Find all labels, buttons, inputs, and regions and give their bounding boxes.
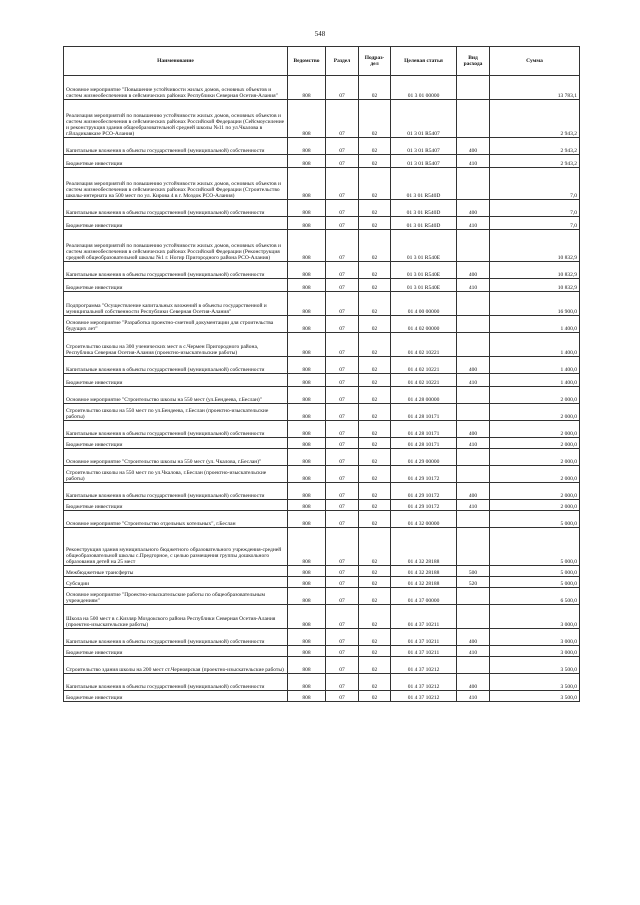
row-ved: 808 [288, 100, 326, 138]
row-podrazdel: 02 [359, 138, 391, 155]
row-podrazdel: 02 [359, 657, 391, 674]
table-row [64, 138, 580, 155]
row-target-article: 01 3 01 R5407 [391, 155, 457, 168]
row-name: Капитальные вложения в объекты государственной (муниципальной) собственности [64, 674, 288, 691]
row-ved: 808 [288, 466, 326, 483]
row-razdel: 07 [326, 449, 359, 466]
row-razdel: 07 [326, 200, 359, 217]
row-expense-type: 410 [457, 279, 490, 292]
row-name: Капитальные вложения в объекты государственной (муниципальной) собственности [64, 262, 288, 279]
row-razdel: 07 [326, 629, 359, 646]
row-target-article: 01 4 00 00000 [391, 292, 457, 316]
row-sum: 1 400,0 [490, 357, 580, 374]
row-sum: 7,0 [490, 168, 580, 200]
row-target-article: 01 4 37 10211 [391, 605, 457, 629]
table-row [64, 528, 580, 566]
row-razdel: 07 [326, 657, 359, 674]
table-row [64, 657, 580, 674]
row-expense-type [457, 511, 490, 528]
row-ved: 808 [288, 629, 326, 646]
row-podrazdel: 02 [359, 76, 391, 100]
table-row [64, 374, 580, 387]
row-name: Строительство школы на 550 мест по ул.Бендеева, г.Беслан (проектно-изыскательские работы) [64, 404, 288, 421]
table-row [64, 577, 580, 588]
row-sum: 7,0 [490, 200, 580, 217]
row-ved: 808 [288, 657, 326, 674]
row-podrazdel: 02 [359, 449, 391, 466]
row-ved: 808 [288, 528, 326, 566]
table-row [64, 646, 580, 657]
row-razdel: 07 [326, 262, 359, 279]
header-razdel: Раздел [326, 47, 359, 76]
row-expense-type: 410 [457, 438, 490, 449]
row-razdel: 07 [326, 500, 359, 511]
row-razdel: 07 [326, 217, 359, 230]
row-sum: 10 832,9 [490, 262, 580, 279]
table-row [64, 404, 580, 421]
row-podrazdel: 02 [359, 316, 391, 333]
row-podrazdel: 02 [359, 217, 391, 230]
table-row [64, 629, 580, 646]
row-name: Основное мероприятие "Строительство школы на 550 мест (ул. Чкалова, г.Беслан)" [64, 449, 288, 466]
row-ved: 808 [288, 566, 326, 577]
row-target-article: 01 3 01 R540E [391, 262, 457, 279]
row-sum: 2 943,2 [490, 100, 580, 138]
row-target-article: 01 4 37 10212 [391, 691, 457, 702]
table-row [64, 438, 580, 449]
row-expense-type [457, 657, 490, 674]
row-name: Капитальные вложения в объекты государственной (муниципальной) собственности [64, 629, 288, 646]
row-ved: 808 [288, 577, 326, 588]
row-target-article: 01 4 29 10172 [391, 500, 457, 511]
row-ved: 808 [288, 168, 326, 200]
row-target-article: 01 4 02 10221 [391, 333, 457, 357]
row-podrazdel: 02 [359, 511, 391, 528]
row-podrazdel: 02 [359, 629, 391, 646]
row-razdel: 07 [326, 483, 359, 500]
row-podrazdel: 02 [359, 333, 391, 357]
row-podrazdel: 02 [359, 691, 391, 702]
row-ved: 808 [288, 483, 326, 500]
row-ved: 808 [288, 230, 326, 262]
row-razdel: 07 [326, 438, 359, 449]
row-name: Бюджетные инвестиции [64, 155, 288, 168]
row-ved: 808 [288, 674, 326, 691]
row-expense-type [457, 292, 490, 316]
row-podrazdel: 02 [359, 374, 391, 387]
row-expense-type [457, 605, 490, 629]
row-sum: 2 000,0 [490, 404, 580, 421]
row-expense-type: 410 [457, 646, 490, 657]
row-ved: 808 [288, 138, 326, 155]
row-expense-type [457, 100, 490, 138]
row-target-article: 01 4 37 10211 [391, 646, 457, 657]
row-expense-type: 410 [457, 374, 490, 387]
row-razdel: 07 [326, 421, 359, 438]
row-podrazdel: 02 [359, 421, 391, 438]
row-razdel: 07 [326, 100, 359, 138]
row-ved: 808 [288, 605, 326, 629]
table-row [64, 262, 580, 279]
row-razdel: 07 [326, 76, 359, 100]
header-ved: Ведомство [288, 47, 326, 76]
header-expense-type: Вид расхода [457, 47, 490, 76]
row-name: Капитальные вложения в объекты государственной (муниципальной) собственности [64, 421, 288, 438]
table-row [64, 387, 580, 404]
row-expense-type: 500 [457, 566, 490, 577]
row-podrazdel: 02 [359, 387, 391, 404]
row-ved: 808 [288, 76, 326, 100]
row-expense-type: 400 [457, 674, 490, 691]
row-ved: 808 [288, 691, 326, 702]
row-sum: 2 000,0 [490, 500, 580, 511]
table-row [64, 333, 580, 357]
row-sum: 2 000,0 [490, 421, 580, 438]
row-razdel: 07 [326, 511, 359, 528]
table-row [64, 691, 580, 702]
table-row [64, 155, 580, 168]
row-razdel: 07 [326, 292, 359, 316]
row-sum: 2 000,0 [490, 387, 580, 404]
row-podrazdel: 02 [359, 200, 391, 217]
row-ved: 808 [288, 387, 326, 404]
row-sum: 3 000,0 [490, 605, 580, 629]
table-row [64, 292, 580, 316]
row-expense-type [457, 404, 490, 421]
row-target-article: 01 4 29 10172 [391, 466, 457, 483]
row-razdel: 07 [326, 577, 359, 588]
row-razdel: 07 [326, 138, 359, 155]
row-razdel: 07 [326, 155, 359, 168]
row-podrazdel: 02 [359, 466, 391, 483]
row-name: Бюджетные инвестиции [64, 217, 288, 230]
row-razdel: 07 [326, 279, 359, 292]
row-target-article: 01 4 02 10221 [391, 374, 457, 387]
row-name: Реконструкция здания муниципального бюджетного образовательного учреждения-средней общеобразовательной школы с.Предгорное, с целью размещения группы дошкольного образования детей на 25 мест [64, 528, 288, 566]
row-sum: 7,0 [490, 217, 580, 230]
header-target-article: Целевая статья [391, 47, 457, 76]
row-razdel: 07 [326, 528, 359, 566]
row-razdel: 07 [326, 168, 359, 200]
row-podrazdel: 02 [359, 155, 391, 168]
row-podrazdel: 02 [359, 605, 391, 629]
row-name: Строительство здания школы на 200 мест ст.Черноярская (проектно-изыскательские работы) [64, 657, 288, 674]
row-target-article: 01 3 01 R5407 [391, 138, 457, 155]
row-podrazdel: 02 [359, 588, 391, 605]
row-sum: 2 000,0 [490, 466, 580, 483]
row-name: Субсидии [64, 577, 288, 588]
row-target-article: 01 3 01 R540D [391, 168, 457, 200]
row-podrazdel: 02 [359, 279, 391, 292]
table-row [64, 357, 580, 374]
row-expense-type: 400 [457, 262, 490, 279]
row-expense-type: 410 [457, 217, 490, 230]
row-name: Бюджетные инвестиции [64, 646, 288, 657]
row-name: Основное мероприятие "Разработка проектно-сметной документации для строительства будущих лет" [64, 316, 288, 333]
row-sum: 3 000,0 [490, 629, 580, 646]
row-target-article: 01 4 32 28188 [391, 577, 457, 588]
row-sum: 1 400,0 [490, 374, 580, 387]
row-ved: 808 [288, 262, 326, 279]
row-razdel: 07 [326, 230, 359, 262]
row-ved: 808 [288, 588, 326, 605]
row-podrazdel: 02 [359, 500, 391, 511]
row-name: Бюджетные инвестиции [64, 500, 288, 511]
row-sum: 1 400,0 [490, 333, 580, 357]
row-ved: 808 [288, 217, 326, 230]
row-ved: 808 [288, 200, 326, 217]
table-row [64, 421, 580, 438]
row-podrazdel: 02 [359, 674, 391, 691]
row-target-article: 01 3 01 R5407 [391, 100, 457, 138]
row-expense-type [457, 316, 490, 333]
row-ved: 808 [288, 511, 326, 528]
row-razdel: 07 [326, 316, 359, 333]
table-row [64, 605, 580, 629]
row-expense-type: 400 [457, 483, 490, 500]
row-razdel: 07 [326, 566, 359, 577]
table-row [64, 316, 580, 333]
row-expense-type [457, 387, 490, 404]
table-row [64, 230, 580, 262]
table-row [64, 168, 580, 200]
row-name: Строительство школы на 300 ученических мест в с.Чермен Пригородного района, Республика Северная Осетия-Алания (проектно-изыскательские работы) [64, 333, 288, 357]
row-expense-type [457, 449, 490, 466]
row-razdel: 07 [326, 404, 359, 421]
table-row [64, 588, 580, 605]
row-razdel: 07 [326, 387, 359, 404]
row-expense-type: 400 [457, 629, 490, 646]
table-row [64, 449, 580, 466]
row-name: Основное мероприятие "Строительство отдельных котельных", г.Беслан [64, 511, 288, 528]
row-name: Капитальные вложения в объекты государственной (муниципальной) собственности [64, 200, 288, 217]
row-sum: 10 832,9 [490, 230, 580, 262]
row-ved: 808 [288, 404, 326, 421]
row-podrazdel: 02 [359, 404, 391, 421]
row-razdel: 07 [326, 674, 359, 691]
row-name: Капитальные вложения в объекты государственной (муниципальной) собственности [64, 138, 288, 155]
row-ved: 808 [288, 333, 326, 357]
row-podrazdel: 02 [359, 168, 391, 200]
row-target-article: 01 4 28 10171 [391, 438, 457, 449]
row-expense-type [457, 76, 490, 100]
row-target-article: 01 4 37 10211 [391, 629, 457, 646]
row-expense-type [457, 588, 490, 605]
row-razdel: 07 [326, 691, 359, 702]
row-ved: 808 [288, 292, 326, 316]
row-name: Капитальные вложения в объекты государственной (муниципальной) собственности [64, 483, 288, 500]
row-sum: 2 000,0 [490, 438, 580, 449]
row-target-article: 01 4 37 00000 [391, 588, 457, 605]
row-ved: 808 [288, 421, 326, 438]
row-ved: 808 [288, 500, 326, 511]
row-podrazdel: 02 [359, 230, 391, 262]
row-sum: 5 000,0 [490, 528, 580, 566]
row-razdel: 07 [326, 605, 359, 629]
row-name: Реализация мероприятий по повышению устойчивости жилых домов, основных объектов и систем жизнеобеспечения в сейсмических районах Российской Федерации (Строительство школы-интерната на 500 мест по ул. Кирова 4 в г. Моздок РСО-Алания) [64, 168, 288, 200]
table-row [64, 200, 580, 217]
row-target-article: 01 3 01 R540D [391, 200, 457, 217]
row-expense-type: 400 [457, 138, 490, 155]
table-row [64, 217, 580, 230]
row-sum: 13 783,1 [490, 76, 580, 100]
header-row [64, 47, 580, 76]
row-ved: 808 [288, 438, 326, 449]
row-expense-type: 400 [457, 421, 490, 438]
row-target-article: 01 4 37 10212 [391, 657, 457, 674]
row-name: Межбюджетные трансферты [64, 566, 288, 577]
row-expense-type: 400 [457, 357, 490, 374]
row-sum: 2 943,2 [490, 155, 580, 168]
row-target-article: 01 3 01 R540E [391, 230, 457, 262]
row-expense-type: 410 [457, 155, 490, 168]
row-sum: 3 500,0 [490, 657, 580, 674]
row-sum: 3 000,0 [490, 646, 580, 657]
row-sum: 3 500,0 [490, 691, 580, 702]
table-row [64, 674, 580, 691]
row-expense-type: 520 [457, 577, 490, 588]
row-name: Бюджетные инвестиции [64, 691, 288, 702]
row-target-article: 01 3 01 R540D [391, 217, 457, 230]
row-razdel: 07 [326, 374, 359, 387]
row-target-article: 01 4 32 28188 [391, 566, 457, 577]
row-target-article: 01 3 01 00000 [391, 76, 457, 100]
row-target-article: 01 4 29 10172 [391, 483, 457, 500]
row-target-article: 01 3 01 R540E [391, 279, 457, 292]
row-name: Реализация мероприятий по повышению устойчивости жилых домов, основных объектов и систем жизнеобеспечения в сейсмических районах Российской Федерации (Реконструкция средней общеобразовательной школы №1 г. Ногир Пригородного района РСО-Алания) [64, 230, 288, 262]
row-ved: 808 [288, 374, 326, 387]
row-name: Основное мероприятие "Проектно-изыскательские работы по общеобразовательным учреждениям" [64, 588, 288, 605]
row-podrazdel: 02 [359, 646, 391, 657]
row-target-article: 01 4 28 00000 [391, 387, 457, 404]
row-name: Основное мероприятие "Повышение устойчивости жилых домов, основных объектов и систем жизнеобеспечения в сейсмических районах Республики Северная Осетия-Алания" [64, 76, 288, 100]
row-target-article: 01 4 28 10171 [391, 421, 457, 438]
row-podrazdel: 02 [359, 528, 391, 566]
table-row [64, 76, 580, 100]
table-row [64, 466, 580, 483]
row-name: Бюджетные инвестиции [64, 279, 288, 292]
row-podrazdel: 02 [359, 357, 391, 374]
row-podrazdel: 02 [359, 100, 391, 138]
row-expense-type [457, 528, 490, 566]
header-sum: Сумма [490, 47, 580, 76]
table-row [64, 566, 580, 577]
row-target-article: 01 4 02 10221 [391, 357, 457, 374]
row-sum: 3 500,0 [490, 674, 580, 691]
row-sum: 5 000,0 [490, 577, 580, 588]
row-expense-type [457, 333, 490, 357]
page-number: 548 [314, 30, 326, 38]
row-sum: 5 000,0 [490, 566, 580, 577]
row-expense-type: 400 [457, 200, 490, 217]
row-ved: 808 [288, 449, 326, 466]
row-ved: 808 [288, 155, 326, 168]
row-podrazdel: 02 [359, 483, 391, 500]
row-podrazdel: 02 [359, 262, 391, 279]
budget-table [63, 46, 580, 702]
row-sum: 16 900,0 [490, 292, 580, 316]
row-name: Бюджетные инвестиции [64, 438, 288, 449]
row-expense-type [457, 466, 490, 483]
row-razdel: 07 [326, 646, 359, 657]
row-expense-type [457, 168, 490, 200]
row-razdel: 07 [326, 588, 359, 605]
row-expense-type: 410 [457, 500, 490, 511]
row-sum: 6 500,0 [490, 588, 580, 605]
table-row [64, 100, 580, 138]
row-target-article: 01 4 28 10171 [391, 404, 457, 421]
row-name: Капитальные вложения в объекты государственной (муниципальной) собственности [64, 357, 288, 374]
row-sum: 2 943,2 [490, 138, 580, 155]
row-podrazdel: 02 [359, 577, 391, 588]
row-podrazdel: 02 [359, 292, 391, 316]
row-ved: 808 [288, 316, 326, 333]
row-sum: 2 000,0 [490, 483, 580, 500]
table-row [64, 279, 580, 292]
header-name: Наименование [64, 47, 288, 76]
row-sum: 5 000,0 [490, 511, 580, 528]
row-ved: 808 [288, 357, 326, 374]
row-target-article: 01 4 32 00000 [391, 511, 457, 528]
row-name: Школа на 500 мест в с.Кизляр Моздокского района Республики Северная Осетия-Алания (проектно-изыскательские работы) [64, 605, 288, 629]
row-target-article: 01 4 29 00000 [391, 449, 457, 466]
row-ved: 808 [288, 646, 326, 657]
row-name: Строительство школы на 550 мест по ул.Чкалова, г.Беслан (проектно-изыскательские работы) [64, 466, 288, 483]
row-target-article: 01 4 32 28188 [391, 528, 457, 566]
row-expense-type [457, 230, 490, 262]
row-podrazdel: 02 [359, 438, 391, 449]
row-sum: 2 000,0 [490, 449, 580, 466]
row-target-article: 01 4 02 00000 [391, 316, 457, 333]
row-name: Основное мероприятие "Строительство школы на 550 мест (ул.Бендеева, г.Беслан)" [64, 387, 288, 404]
row-razdel: 07 [326, 357, 359, 374]
row-name: Реализация мероприятий по повышению устойчивости жилых домов, основных объектов и систем жизнеобеспечения в сейсмических районах Российской Федерации (Сейсмоусиление и реконструкция здания общеобразовательной средней школы №11 по ул.Чкалова в г.Владикавказе РСО-Алания) [64, 100, 288, 138]
row-sum: 10 832,9 [490, 279, 580, 292]
table-row [64, 483, 580, 500]
row-ved: 808 [288, 279, 326, 292]
header-podrazdel: Подраз- дел [359, 47, 391, 76]
table-row [64, 511, 580, 528]
row-expense-type: 410 [457, 691, 490, 702]
row-name: Подпрограмма "Осуществление капитальных вложений в объекты государственной и муниципальной собственности Республики Северная Осетия-Алания" [64, 292, 288, 316]
row-podrazdel: 02 [359, 566, 391, 577]
row-target-article: 01 4 37 10212 [391, 674, 457, 691]
row-sum: 1 400,0 [490, 316, 580, 333]
row-name: Бюджетные инвестиции [64, 374, 288, 387]
row-razdel: 07 [326, 333, 359, 357]
table-row [64, 500, 580, 511]
row-razdel: 07 [326, 466, 359, 483]
